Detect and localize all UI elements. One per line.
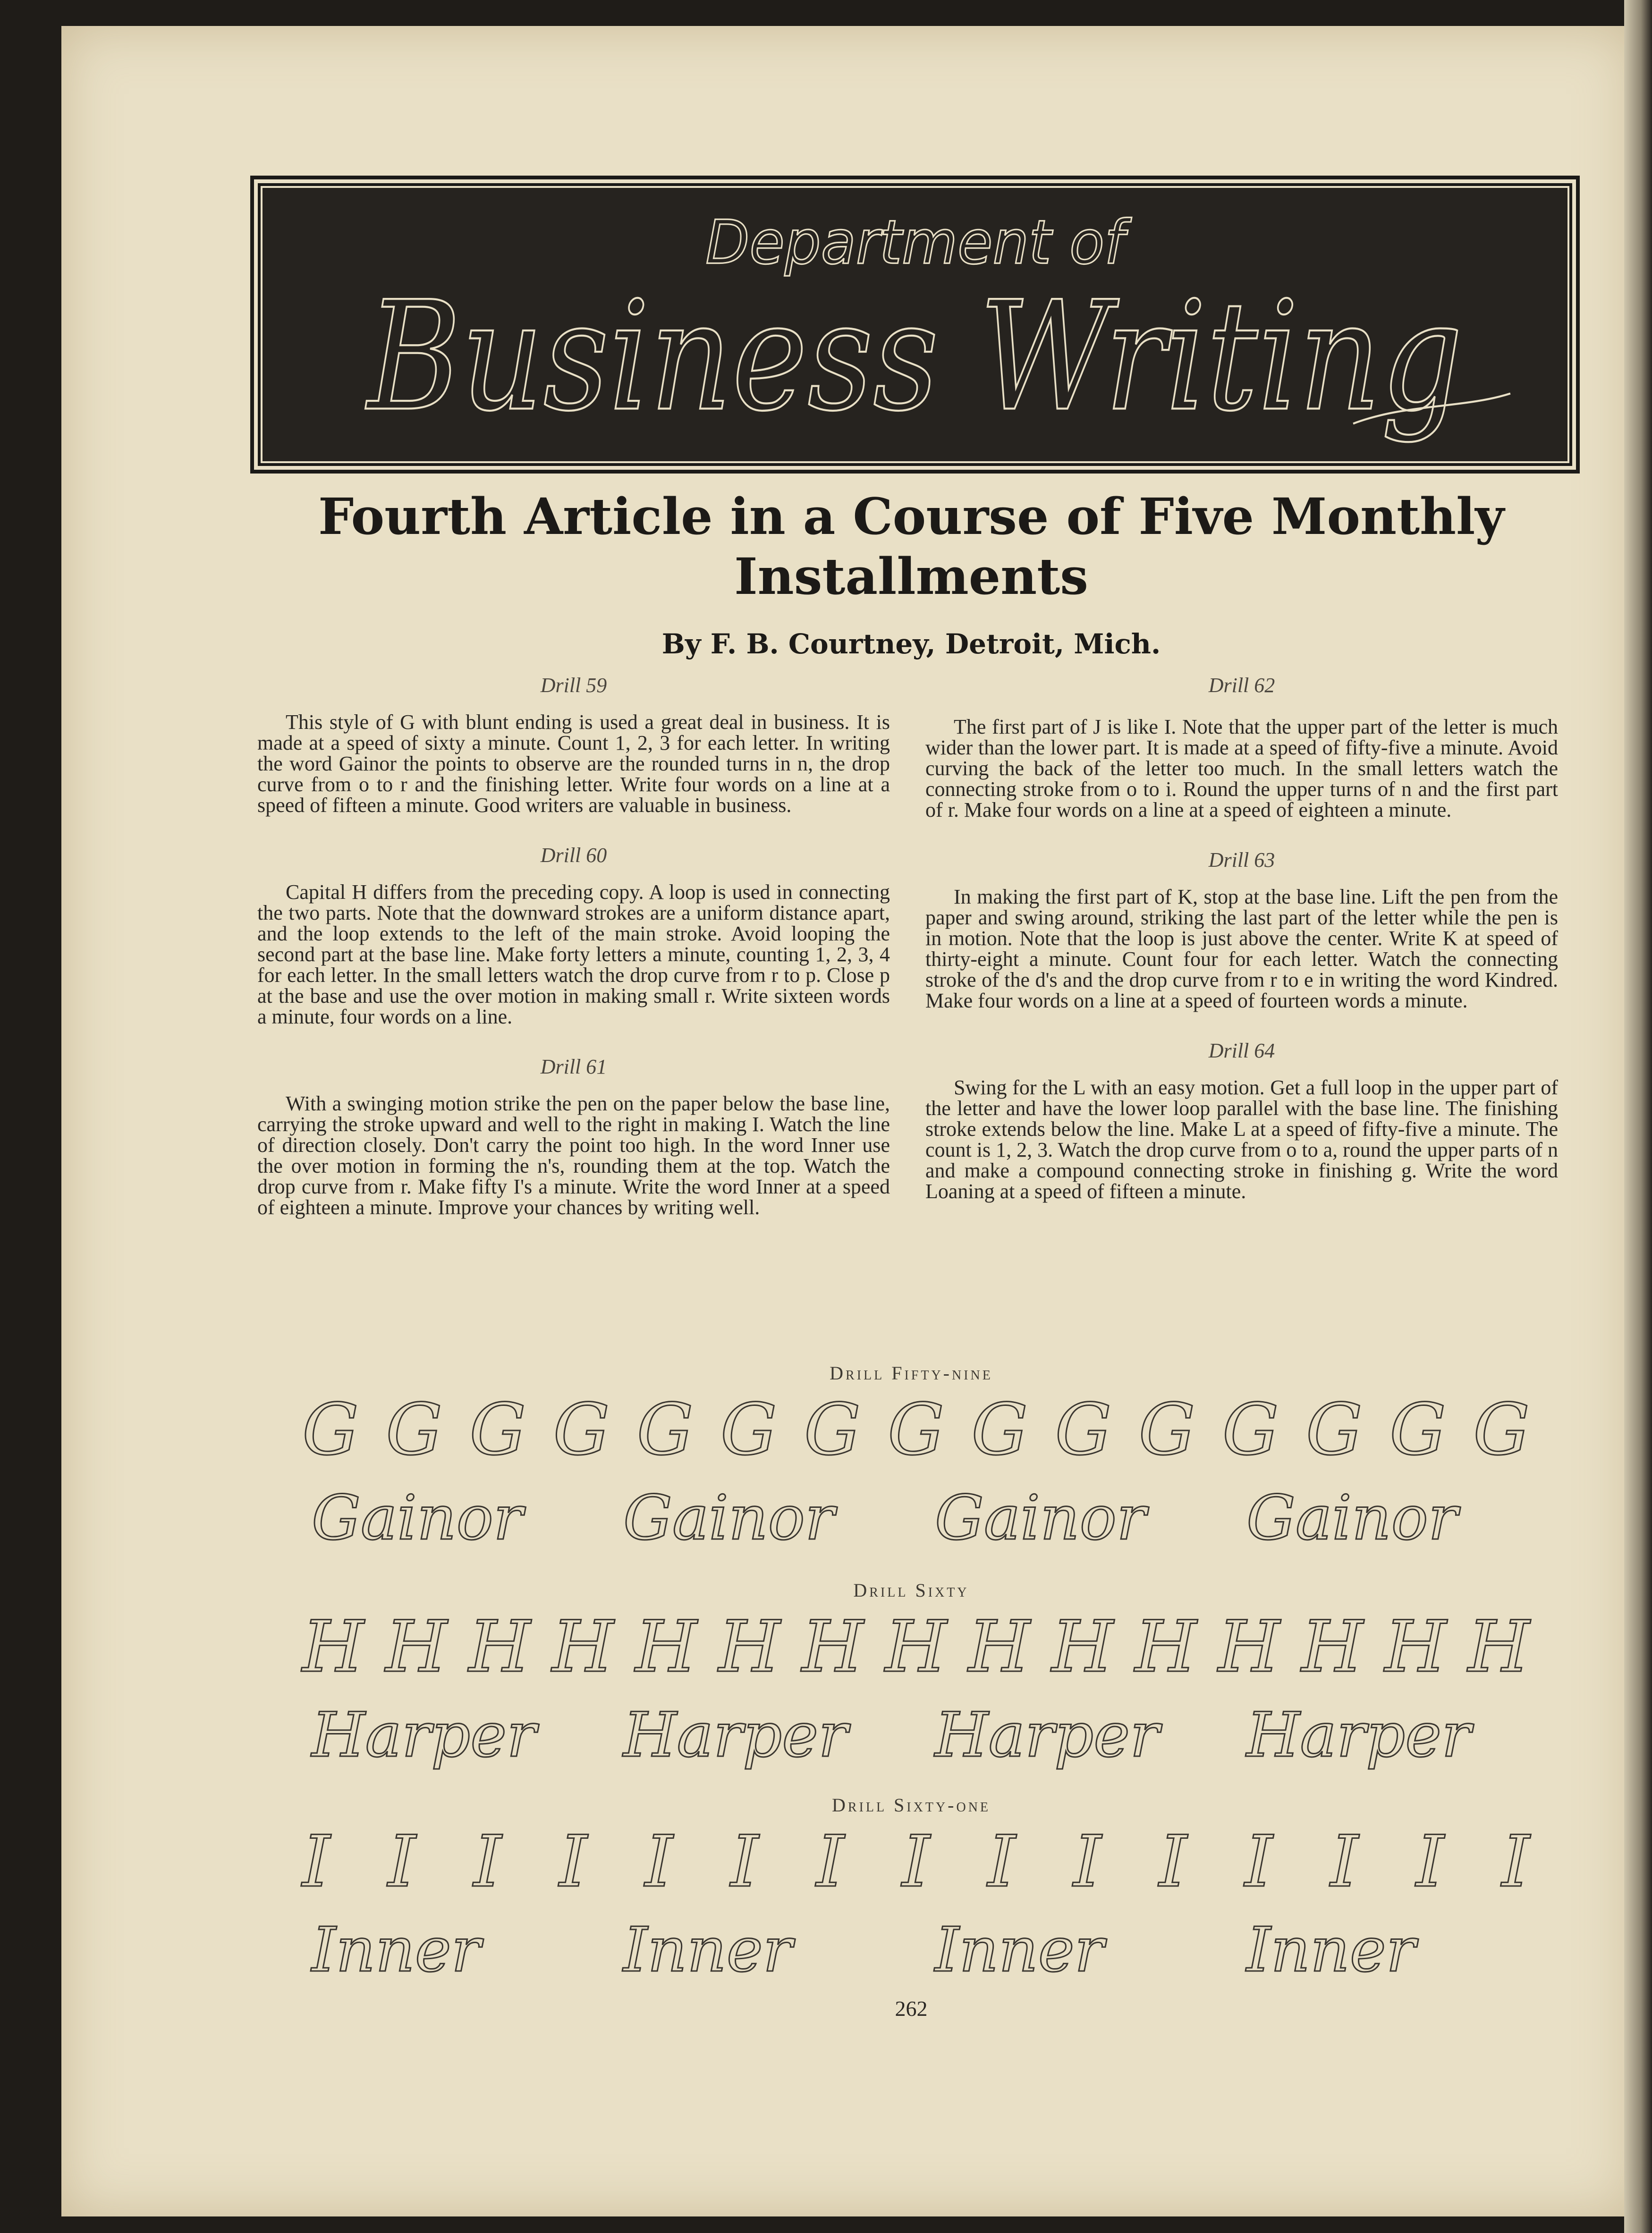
- page-number: 262: [895, 1996, 928, 2021]
- word-harper: Harper: [623, 1699, 848, 1771]
- sample-heading-59: Drill Fifty-nine: [830, 1362, 993, 1384]
- drill-59: [257, 675, 890, 816]
- drill-63: [925, 850, 1558, 1011]
- drill-text: In making the first part of K, stop at the base line. Lift the pen from the paper and swing around, striking the last part of the letter while the pen is in motion. Note that the loop is just above the center. Write K at speed of thirty-eight a minute. Count four for each letter. Watch the connecting stroke of the d's and the drop curve from r to e in writing the word Kindred. Make four words on a line at a speed of fourteen words a minute.: [925, 885, 1558, 1012]
- department-banner: [250, 176, 1580, 474]
- word-row-art: [293, 1695, 1539, 1775]
- letter-row-h: [293, 1610, 1539, 1690]
- drill-62: [925, 675, 1558, 820]
- sample-heading-60: Drill Sixty: [853, 1580, 969, 1601]
- left-column: [257, 675, 890, 1247]
- letter-row-i: [293, 1825, 1539, 1905]
- drill-61: [257, 1057, 890, 1218]
- drill-text: With a swinging motion strike the pen on the paper below the base line, carrying the stroke upward and well to the right in making I. Watch the line of direction closely. Don't carry the point too high. In the word Inner use the over motion in forming the n's, rounding them at the top. Watch the drop curve from r. Make fifty I's a minute. Write the word Inner at a speed of eighteen a minute. Improve your chances by writing well.: [257, 1092, 890, 1219]
- drill-text: This style of G with blunt ending is used a great deal in business. It is made at a speed of sixty a minute. Count 1, 2, 3 for each letter. In writing the word Gainor the points to observe are the rounded turns in n, the drop curve from o to r and the finishing letter. Write four words on a line at a speed of fifteen a minute. Good writers are valuable in business.: [257, 710, 890, 817]
- word-harper: Harper: [1246, 1699, 1471, 1771]
- drill-heading: Drill 60: [540, 844, 607, 867]
- drill-text: The first part of J is like I. Note that the upper part of the letter is much wider than the lower part. It is made at a speed of fifty-five a minute. Avoid curving the back of the letter too much. In the small letters watch the connecting stroke from o to i. Round the upper turns of n and the first part of r. Make four words on a line at a speed of eighteen a minute.: [925, 715, 1558, 821]
- drill-heading: Drill 61: [540, 1055, 607, 1078]
- banner-art: [263, 188, 1567, 461]
- word-inner: Inner: [935, 1914, 1104, 1986]
- word-row-harper: [293, 1695, 1539, 1775]
- word-row-gainor: [293, 1478, 1539, 1558]
- letter-row-g: [293, 1393, 1539, 1473]
- sample-heading-61: Drill Sixty-one: [831, 1794, 991, 1816]
- article-byline: By F. B. Courtney, Detroit, Mich.: [661, 628, 1161, 660]
- banner-line2: Business Writing: [365, 270, 1463, 445]
- word-harper: Harper: [312, 1699, 536, 1771]
- word-gainor: Gainor: [1246, 1482, 1458, 1554]
- letter-i-repeat: I I I I I I I I I I I I I I I: [302, 1825, 1530, 1903]
- letter-row-art: [293, 1393, 1539, 1473]
- word-row-art: [293, 1910, 1539, 1990]
- word-gainor: Gainor: [935, 1482, 1146, 1554]
- drill-heading: Drill 59: [540, 674, 607, 697]
- drill-heading: Drill 63: [1208, 848, 1275, 871]
- word-inner: Inner: [623, 1914, 792, 1986]
- banner-panel: [261, 186, 1569, 463]
- article-title: Fourth Article in a Course of Five Monthly Installments: [318, 487, 1504, 606]
- word-inner: Inner: [1246, 1914, 1415, 1986]
- banner-line1: Department of: [705, 208, 1125, 278]
- drill-heading: Drill 64: [1208, 1039, 1275, 1062]
- drill-text: Swing for the L with an easy motion. Get a full loop in the upper part of the letter and have the lower loop parallel with the base line. The finishing stroke extends below the line. Make L at a speed of fifty-five a minute. The count is 1, 2, 3. Watch the drop curve from o to a, round the upper parts of n and make a compound connecting stroke in finishing g. Write the word Loaning at a speed of fifteen a minute.: [925, 1076, 1558, 1203]
- word-inner: Inner: [312, 1914, 481, 1986]
- drill-60: [257, 845, 890, 1027]
- letter-row-art: [293, 1610, 1539, 1690]
- word-row-art: [293, 1478, 1539, 1558]
- letter-g-repeat: G G G G G G G G G G G G G G G: [302, 1393, 1530, 1471]
- word-gainor: Gainor: [312, 1482, 523, 1554]
- word-gainor: Gainor: [623, 1482, 835, 1554]
- page-spine: [1624, 0, 1652, 2233]
- drill-64: [925, 1040, 1558, 1202]
- right-column: [925, 675, 1558, 1231]
- word-harper: Harper: [935, 1699, 1160, 1771]
- drill-heading: Drill 62: [1208, 674, 1275, 697]
- word-row-inner: [293, 1910, 1539, 1990]
- letter-row-art: [293, 1825, 1539, 1905]
- drill-text: Capital H differs from the preceding copy. A loop is used in connecting the two parts. Note that the downward strokes are a uniform distance apart, and the loop extends to the left of the main stroke. Avoid looping the second part at the base line. Make forty letters a minute, counting 1, 2, 3, 4 for each letter. In the small letters watch the drop curve from r to p. Close p at the base and use the over motion in making small r. Write sixteen words a minute, four words on a line.: [257, 880, 890, 1028]
- letter-h-repeat: H H H H H H H H H H H H H H H: [302, 1610, 1530, 1688]
